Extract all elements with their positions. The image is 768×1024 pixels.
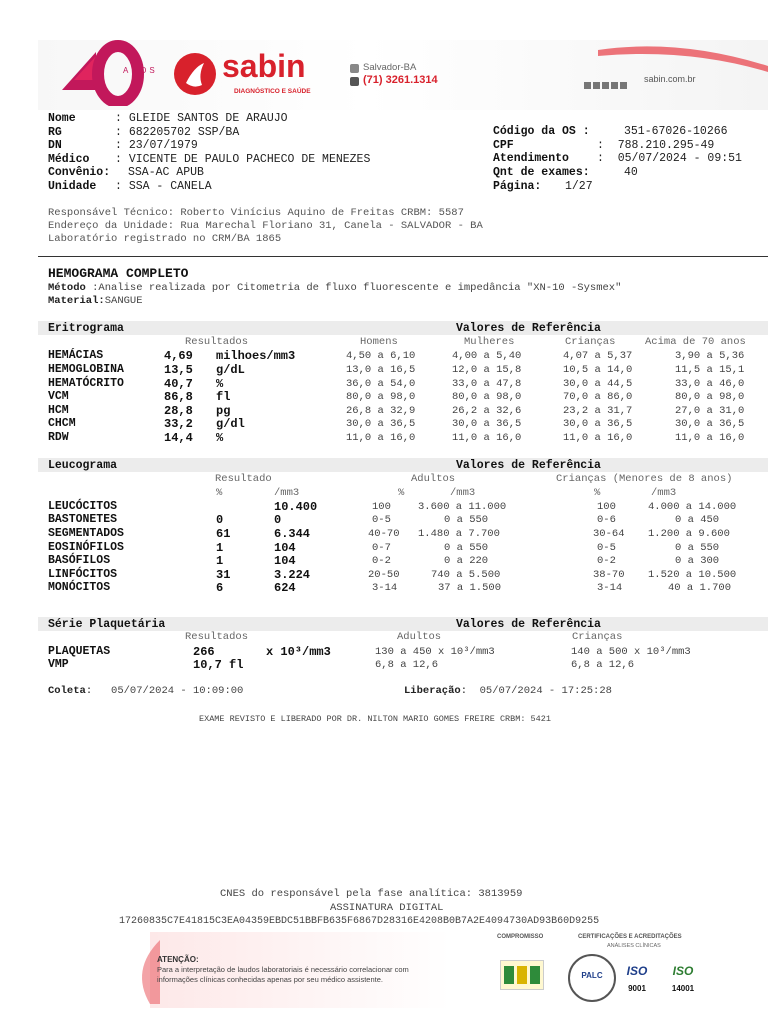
label-cpf: CPF xyxy=(493,139,514,152)
iso1-label: ISO xyxy=(626,964,648,978)
ref-criancas: 70,0 a 86,0 xyxy=(563,391,633,403)
footer-decoration xyxy=(130,940,160,1004)
leucograma-bar xyxy=(38,458,768,472)
atencao-title: ATENÇÃO: xyxy=(157,955,199,964)
ref-ad-pct: 100 xyxy=(372,501,391,513)
ref-acima70: 80,0 a 98,0 xyxy=(675,391,745,403)
ref-homens: 26,8 a 32,9 xyxy=(346,405,416,417)
palc-badge-icon xyxy=(568,954,616,1002)
row-pct: 1 xyxy=(216,554,224,568)
revisto-text: EXAME REVISTO E LIBERADO POR DR. NILTON MARIO GOMES FREIRE CRBM: 5421 xyxy=(199,714,551,724)
cpf: 788.210.295-49 xyxy=(617,139,715,152)
ref-cr-abs: 0 a 450 xyxy=(675,514,720,526)
iso2-number: 14001 xyxy=(671,984,695,993)
label-unidade: Unidade xyxy=(48,180,97,193)
row-unit: g/dl xyxy=(216,417,245,431)
ref-cr-abs: 4.000 a 14.000 xyxy=(648,501,737,513)
ref-criancas: 30,0 a 44,5 xyxy=(563,378,633,390)
ref-homens: 4,50 a 6,10 xyxy=(346,350,416,362)
ref-mulheres: 80,0 a 98,0 xyxy=(452,391,522,403)
metodo-value: :Analise realizada por Citometria de fluxo fluorescente e impedância "XN-10 -Sysmex" xyxy=(92,282,622,294)
material-label: Material: xyxy=(48,295,105,307)
ref-ad-abs: 740 a 5.500 xyxy=(431,569,501,581)
compromisso-label: COMPROMISSO xyxy=(497,934,544,940)
row-name: BASTONETES xyxy=(48,513,118,526)
social-icons xyxy=(584,76,627,94)
row-pct: 1 xyxy=(216,541,224,555)
certificacoes-label: CERTIFICAÇÕES E ACREDITAÇÕES xyxy=(578,934,682,940)
ref-mulheres: 12,0 a 15,8 xyxy=(452,364,522,376)
row-value: 86,8 xyxy=(164,390,193,404)
col-resultados: Resultados xyxy=(185,631,249,643)
ref-cr-pct: 38-70 xyxy=(593,569,625,581)
sub-pct: % xyxy=(216,487,223,499)
liberacao-value: 05/07/2024 - 17:25:28 xyxy=(479,685,612,697)
coleta-value: 05/07/2024 - 10:09:00 xyxy=(111,685,244,697)
row-name: LINFÓCITOS xyxy=(48,568,118,581)
row-unit: x 10³/mm3 xyxy=(266,645,331,659)
row-name: LEUCÓCITOS xyxy=(48,500,118,513)
iso1-number: 9001 xyxy=(628,984,646,993)
leucograma-title: Leucograma xyxy=(48,459,118,472)
row-unit: pg xyxy=(216,404,231,418)
row-name: VCM xyxy=(48,390,69,403)
row-name: PLAQUETAS xyxy=(48,645,111,658)
label-nome: Nome xyxy=(48,112,76,125)
metodo-label: Método xyxy=(48,282,86,294)
row-value: 10,7 fl xyxy=(193,658,244,672)
lab-registro: Laboratório registrado no CRM/BA 1865 xyxy=(48,233,282,245)
row-value: 14,4 xyxy=(164,431,193,445)
row-value: 33,2 xyxy=(164,417,193,431)
row-name: SEGMENTADOS xyxy=(48,527,124,540)
ref-adultos: 130 a 450 x 10³/mm3 xyxy=(375,646,495,658)
row-name: BASÓFILOS xyxy=(48,554,111,567)
label-convenio: Convênio xyxy=(48,166,104,179)
ref-ad-pct: 0-5 xyxy=(372,514,391,526)
cnes-text: CNES do responsável pela fase analítica: 3813959 xyxy=(220,888,523,900)
sabin-logo-icon xyxy=(174,53,216,95)
material-value: SANGUE xyxy=(104,295,143,307)
sub-mm3: /mm3 xyxy=(274,487,300,499)
location-icon xyxy=(350,64,359,73)
brand-name: sabin xyxy=(222,48,306,84)
patient-medico: VICENTE DE PAULO PACHECO DE MENEZES xyxy=(128,153,371,166)
row-name: HEMATÓCRITO xyxy=(48,377,124,390)
col-criancas: Crianças xyxy=(572,631,623,643)
ref-criancas: 11,0 a 16,0 xyxy=(563,432,633,444)
row-unit: % xyxy=(216,377,224,391)
website[interactable]: sabin.com.br xyxy=(644,74,696,84)
ref-mulheres: 26,2 a 32,6 xyxy=(452,405,522,417)
label-dn: DN xyxy=(48,139,62,152)
row-name: HCM xyxy=(48,404,69,417)
ref-homens: 13,0 a 16,5 xyxy=(346,364,416,376)
row-name: HEMÁCIAS xyxy=(48,349,104,362)
row-name: VMP xyxy=(48,658,69,671)
label-medico: Médico xyxy=(48,153,90,166)
codigo-os: 351-67026-10266 xyxy=(624,125,728,138)
row-abs: 624 xyxy=(274,581,296,595)
divider xyxy=(38,256,768,257)
patient-name: GLEIDE SANTOS DE ARAUJO xyxy=(128,112,288,125)
phone: (71) 3261.1314 xyxy=(363,74,438,86)
phone-icon xyxy=(350,77,359,86)
row-name: EOSINÓFILOS xyxy=(48,541,124,554)
ref-ad-pct: 20-50 xyxy=(368,569,400,581)
signature-hash: 17260835C7E41815C3EA04359EBDC51BBFB635F6867D28316E4208B0B7A2E4094730AD93B60D9255 xyxy=(119,916,600,927)
plaquetaria-ref-title: Valores de Referência xyxy=(456,618,601,631)
ref-acima70: 30,0 a 36,5 xyxy=(675,418,745,430)
header-decoration xyxy=(598,42,768,72)
label-qnt-exames: Qnt de exames xyxy=(493,166,583,179)
ref-ad-abs: 0 a 550 xyxy=(444,514,489,526)
row-unit: % xyxy=(216,431,224,445)
brand-tagline: DIAGNÓSTICO E SAÚDE xyxy=(234,88,311,95)
row-abs: 104 xyxy=(274,541,296,555)
patient-unidade: SSA - CANELA xyxy=(128,180,212,193)
row-abs: 3.224 xyxy=(274,568,311,582)
row-abs: 10.400 xyxy=(274,500,318,514)
ref-mulheres: 30,0 a 36,5 xyxy=(452,418,522,430)
ref-ad-abs: 3.600 a 11.000 xyxy=(418,501,507,513)
row-unit: g/dL xyxy=(216,363,245,377)
eritrograma-bar xyxy=(38,321,768,335)
ref-criancas: 140 a 500 x 10³/mm3 xyxy=(571,646,691,658)
row-name: HEMOGLOBINA xyxy=(48,363,124,376)
col-adultos: Adultos xyxy=(397,631,442,643)
anniversary-word: ANOS xyxy=(123,66,158,75)
ref-acima70: 27,0 a 31,0 xyxy=(675,405,745,417)
ref-acima70: 11,0 a 16,0 xyxy=(675,432,745,444)
atencao-line1: Para a interpretação de laudos laboratoriais é necessário correlacionar com xyxy=(157,965,409,974)
label-pagina: Página xyxy=(493,180,535,193)
row-unit: milhoes/mm3 xyxy=(216,349,296,363)
atendimento: 05/07/2024 - 09:51 xyxy=(617,152,742,165)
ref-cr-pct: 0-2 xyxy=(597,555,616,567)
col-criancas: Crianças (Menores de 8 anos) xyxy=(556,473,733,485)
label-rg: RG xyxy=(48,126,62,139)
row-abs: 0 xyxy=(274,513,282,527)
col-mulheres: Mulheres xyxy=(464,336,515,348)
col-acima70: Acima de 70 anos xyxy=(645,336,746,348)
sub-pct: % xyxy=(594,487,601,499)
ref-acima70: 33,0 a 46,0 xyxy=(675,378,745,390)
analises-label: ANÁLISES CLÍNICAS xyxy=(607,943,661,949)
row-pct: 61 xyxy=(216,527,231,541)
row-value: 266 xyxy=(193,645,215,659)
patient-rg: 682205702 SSP/BA xyxy=(128,126,240,139)
row-name: RDW xyxy=(48,431,69,444)
ref-adultos: 6,8 a 12,6 xyxy=(375,659,439,671)
patient-dn: 23/07/1979 xyxy=(128,139,198,152)
col-criancas: Crianças xyxy=(565,336,616,348)
ref-ad-abs: 37 a 1.500 xyxy=(438,582,502,594)
ref-criancas: 6,8 a 12,6 xyxy=(571,659,635,671)
ref-criancas: 30,0 a 36,5 xyxy=(563,418,633,430)
label-atendimento: Atendimento xyxy=(493,152,569,165)
col-adultos: Adultos xyxy=(411,473,456,485)
ref-ad-pct: 0-2 xyxy=(372,555,391,567)
eritrograma-title: Eritrograma xyxy=(48,322,124,335)
ref-cr-abs: 0 a 300 xyxy=(675,555,720,567)
ref-homens: 80,0 a 98,0 xyxy=(346,391,416,403)
ref-cr-pct: 3-14 xyxy=(597,582,623,594)
ref-criancas: 4,07 a 5,37 xyxy=(563,350,633,362)
liberacao-label: Liberação xyxy=(404,685,461,697)
city: Salvador-BA xyxy=(363,62,417,73)
eritrograma-ref-title: Valores de Referência xyxy=(456,322,601,335)
ref-mulheres: 4,00 a 5,40 xyxy=(452,350,522,362)
ref-cr-abs: 0 a 550 xyxy=(675,542,720,554)
pagina: 1/27 xyxy=(565,180,593,193)
ref-mulheres: 33,0 a 47,8 xyxy=(452,378,522,390)
ref-criancas: 10,5 a 14,0 xyxy=(563,364,633,376)
patient-convenio: SSA-AC APUB xyxy=(128,166,204,179)
ref-criancas: 23,2 a 31,7 xyxy=(563,405,633,417)
row-pct: 0 xyxy=(216,513,224,527)
row-abs: 104 xyxy=(274,554,296,568)
ref-cr-pct: 0-5 xyxy=(597,542,616,554)
iso2-label: ISO xyxy=(672,964,694,978)
lab-responsavel: Responsável Técnico: Roberto Vinícius Aquino de Freitas CRBM: 5587 xyxy=(48,207,464,219)
sub-pct: % xyxy=(398,487,405,499)
row-pct: 6 xyxy=(216,581,224,595)
ref-ad-pct: 3-14 xyxy=(372,582,398,594)
leucograma-ref-title: Valores de Referência xyxy=(456,459,601,472)
palc-label: PALC xyxy=(581,971,603,980)
sub-mm3: /mm3 xyxy=(651,487,677,499)
ref-mulheres: 11,0 a 16,0 xyxy=(452,432,522,444)
row-value: 13,5 xyxy=(164,363,193,377)
ref-ad-abs: 1.480 a 7.700 xyxy=(418,528,500,540)
ref-cr-abs: 1.200 a 9.600 xyxy=(648,528,730,540)
sub-mm3: /mm3 xyxy=(450,487,476,499)
ref-cr-abs: 40 a 1.700 xyxy=(668,582,732,594)
row-value: 28,8 xyxy=(164,404,193,418)
ref-cr-pct: 100 xyxy=(597,501,616,513)
ref-homens: 11,0 a 16,0 xyxy=(346,432,416,444)
ref-homens: 30,0 a 36,5 xyxy=(346,418,416,430)
ref-ad-abs: 0 a 220 xyxy=(444,555,489,567)
lab-endereco: Endereço da Unidade: Rua Marechal Floriano 31, Canela - SALVADOR - BA xyxy=(48,220,483,232)
qnt-exames: 40 xyxy=(624,166,638,179)
row-value: 4,69 xyxy=(164,349,193,363)
plaquetaria-title: Série Plaquetária xyxy=(48,618,166,631)
ref-cr-pct: 0-6 xyxy=(597,514,616,526)
iso-14001-badge-icon xyxy=(664,954,702,998)
ref-ad-pct: 40-70 xyxy=(368,528,400,540)
row-name: MONÓCITOS xyxy=(48,581,111,594)
ref-cr-pct: 30-64 xyxy=(593,528,625,540)
label-codigo-os: Código da OS xyxy=(493,125,576,138)
ref-cr-abs: 1.520 a 10.500 xyxy=(648,569,737,581)
col-homens: Homens xyxy=(360,336,398,348)
row-abs: 6.344 xyxy=(274,527,311,541)
ref-ad-pct: 0-7 xyxy=(372,542,391,554)
col-resultado: Resultado xyxy=(215,473,272,485)
row-name: CHCM xyxy=(48,417,76,430)
row-unit: fl xyxy=(216,390,231,404)
iso-9001-badge-icon xyxy=(618,954,656,998)
row-value: 40,7 xyxy=(164,377,193,391)
ref-ad-abs: 0 a 550 xyxy=(444,542,489,554)
assinatura-label: ASSINATURA DIGITAL xyxy=(330,902,444,914)
atencao-line2: informações clínicas conhecidas apenas por seu médico assistente. xyxy=(157,975,383,984)
compromisso-badge-icon xyxy=(500,960,544,990)
coleta-label: Coleta xyxy=(48,685,86,697)
ref-acima70: 11,5 a 15,1 xyxy=(675,364,745,376)
exam-title: HEMOGRAMA COMPLETO xyxy=(48,266,189,281)
report-header xyxy=(38,40,768,110)
ref-homens: 36,0 a 54,0 xyxy=(346,378,416,390)
row-pct: 31 xyxy=(216,568,231,582)
ref-acima70: 3,90 a 5,36 xyxy=(675,350,745,362)
col-resultados: Resultados xyxy=(185,336,249,348)
